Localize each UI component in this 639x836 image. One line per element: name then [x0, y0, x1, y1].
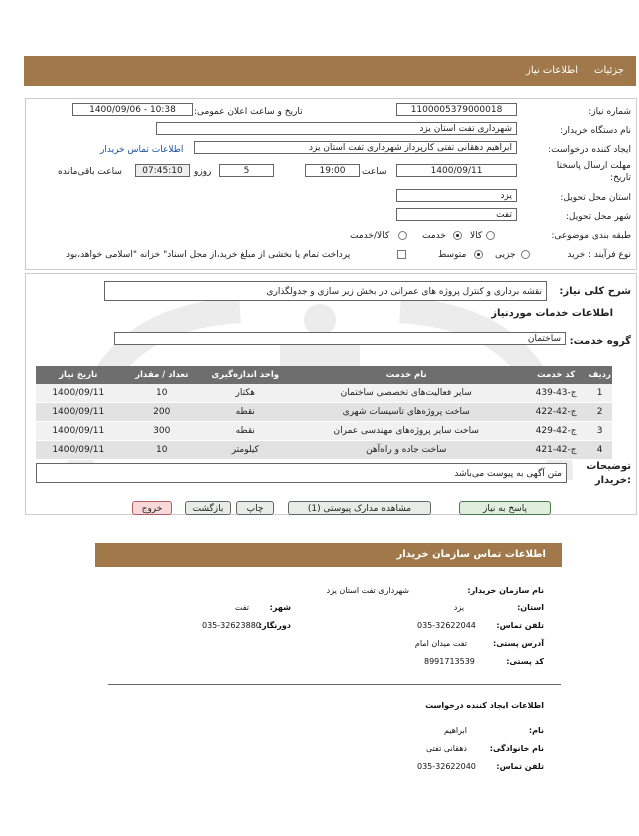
creator-family-label: نام خانوادگی: [489, 744, 544, 753]
cell-date: 1400/09/11 [36, 422, 121, 441]
category-goods-radio[interactable] [486, 231, 495, 240]
summary-label: شرح کلی نیاز: [559, 286, 631, 297]
header-bar [24, 56, 636, 86]
cell-code: ج-42-429 [525, 422, 587, 441]
address-value: تفت میدان امام [414, 639, 467, 648]
service-group-field: ساختمان [114, 332, 566, 345]
view-attachments-button[interactable]: مشاهده مدارک پیوستی (1) [288, 501, 431, 515]
deadline-time-field: 19:00 [305, 164, 360, 177]
category-service-label: خدمت [422, 231, 446, 241]
province-field: یزد [396, 189, 517, 202]
buyer-notes-field: متن آگهی به پیوست می‌باشد [36, 463, 567, 483]
cell-date: 1400/09/11 [36, 384, 121, 403]
cell-qty: 300 [121, 422, 203, 441]
deadline-date-field: 1400/09/11 [396, 164, 517, 177]
cell-index: 2 [587, 403, 612, 422]
creator-name-label: نام: [528, 726, 544, 735]
col-code: کد خدمت [525, 366, 587, 384]
tab-need-info[interactable]: اطلاعات نیاز [526, 65, 578, 76]
table-row [36, 422, 612, 441]
org-label: نام سازمان خریدار: [467, 586, 544, 595]
cell-unit: نقطه [203, 422, 288, 441]
cell-index: 4 [587, 441, 612, 460]
phone-value: 035-32622044 [417, 621, 476, 630]
cell-code: ج-42-421 [525, 441, 587, 460]
cell-name: ساخت پروژه‌های تاسیسات شهری [288, 403, 525, 422]
creator-title: اطلاعات ایجاد کننده درخواست [425, 701, 544, 710]
payment-checkbox[interactable] [397, 250, 406, 259]
reply-button[interactable]: پاسخ به نیاز [459, 501, 551, 515]
services-table [36, 366, 612, 460]
col-index: ردیف [587, 366, 612, 384]
payment-note: پرداخت تمام یا بخشی از مبلغ خرید،از محل اسناد" خزانه "اسلامی خواهد،بود [66, 250, 351, 260]
requester-label: ایجاد کننده درخواست: [548, 145, 631, 155]
cell-unit: هکتار [203, 384, 288, 403]
cell-index: 3 [587, 422, 612, 441]
cell-date: 1400/09/11 [36, 403, 121, 422]
service-group-label: گروه خدمت: [569, 336, 631, 347]
tab-details[interactable]: جزئیات [594, 65, 624, 76]
col-name: نام خدمت [288, 366, 525, 384]
need-number-label: شماره نیاز: [588, 107, 631, 117]
category-service-radio[interactable] [453, 231, 462, 240]
creator-family-value: دهقانی تفتی [425, 744, 467, 753]
province-contact-value: یزد [453, 603, 464, 612]
cell-name: ساخت جاده و راه‌آهن [288, 441, 525, 460]
remaining-time-label: ساعت باقی‌مانده [58, 167, 122, 177]
fax-value: 035-32623880 [202, 621, 261, 630]
city-field: تفت [396, 208, 517, 221]
table-row [36, 384, 612, 403]
cell-date: 1400/09/11 [36, 441, 121, 460]
table-row [36, 441, 612, 460]
buyer-org-label: نام دستگاه خریدار: [560, 126, 631, 136]
requester-field: ابراهیم دهقانی تفتی کارپرداز شهرداری تفت استان یزد [194, 141, 517, 154]
postal-code-label: کد پستی: [506, 657, 544, 666]
address-label: آدرس پستی: [493, 639, 544, 648]
day-label: روزو [194, 167, 212, 177]
category-goods-label: کالا [470, 231, 483, 241]
services-title: اطلاعات خدمات موردنیاز [491, 308, 613, 319]
buyer-notes-label: توضیحات [586, 461, 631, 472]
creator-phone-label: تلفن تماس: [496, 762, 544, 771]
summary-text: نقشه برداری و کنترل پروژه های عمرانی در بخش زیر سازی و جدولگذاری [104, 281, 547, 301]
province-label: استان محل تحویل: [560, 193, 631, 203]
creator-phone-value: 035-32622040 [417, 762, 476, 771]
buyer-org-field: شهرداری تفت استان یزد [156, 122, 517, 135]
category-goods-service-radio[interactable] [398, 231, 407, 240]
announce-date-label: تاریخ و ساعت اعلان عمومی: [194, 107, 303, 117]
process-partial-radio[interactable] [521, 250, 530, 259]
cell-index: 1 [587, 384, 612, 403]
days-remaining-field: 5 [219, 164, 274, 177]
table-row [36, 403, 612, 422]
cell-qty: 200 [121, 403, 203, 422]
process-partial-label: جزیی [495, 250, 516, 260]
fax-label: دورنگار: [258, 621, 291, 630]
creator-name-value: ابراهیم [443, 726, 467, 735]
phone-label: تلفن تماس: [496, 621, 544, 630]
process-medium-radio[interactable] [474, 250, 483, 259]
col-date: تاریخ نیاز [36, 366, 121, 384]
announce-date-field: 1400/09/06 - 10:38 [72, 103, 193, 116]
deadline-label: مهلت ارسال پاسختا [556, 161, 631, 171]
col-qty: تعداد / مقدار [121, 366, 203, 384]
remaining-time-field: 07:45:10 [135, 164, 190, 177]
cell-name: سایر فعالیت‌های تخصصی ساختمان [288, 384, 525, 403]
category-goods-service-label: کالا/خدمت [350, 231, 390, 241]
cell-name: ساخت سایر پروژه‌های مهندسی عمران [288, 422, 525, 441]
province-contact-label: استان: [517, 603, 544, 612]
process-medium-label: متوسط [438, 250, 467, 260]
contact-divider [108, 684, 561, 685]
city-contact-label: شهر: [269, 603, 291, 612]
contact-header [95, 543, 562, 567]
print-button[interactable]: چاپ [236, 501, 274, 515]
cell-unit: نقطه [203, 403, 288, 422]
postal-code-value: 8991713539 [424, 657, 475, 666]
exit-button[interactable]: خروج [132, 501, 172, 515]
org-value: شهرداری تفت استان یزد [326, 586, 409, 595]
col-unit: واحد اندازه‌گیری [203, 366, 288, 384]
time-label: ساعت [362, 167, 387, 177]
process-type-label: نوع فرآیند : خرید [567, 250, 631, 260]
cell-code: ج-42-422 [525, 403, 587, 422]
buyer-notes-label-2: :خریدار [594, 475, 631, 486]
cell-unit: کیلومتر [203, 441, 288, 460]
city-contact-value: تفت [234, 603, 249, 612]
contact-title: اطلاعات تماس سازمان خریدار [396, 549, 546, 560]
deadline-label-2: تاریخ: [610, 173, 631, 183]
city-label: شهر محل تحویل: [565, 212, 631, 222]
cell-code: ج-43-439 [525, 384, 587, 403]
buyer-contact-link[interactable]: اطلاعات تماس خریدار [100, 145, 184, 155]
need-number-field: 1100005379000018 [396, 103, 517, 116]
back-button[interactable]: بازگشت [185, 501, 231, 515]
category-label: طبقه بندی موضوعی: [551, 231, 631, 241]
cell-qty: 10 [121, 384, 203, 403]
cell-qty: 10 [121, 441, 203, 460]
table-header-row [36, 366, 612, 384]
